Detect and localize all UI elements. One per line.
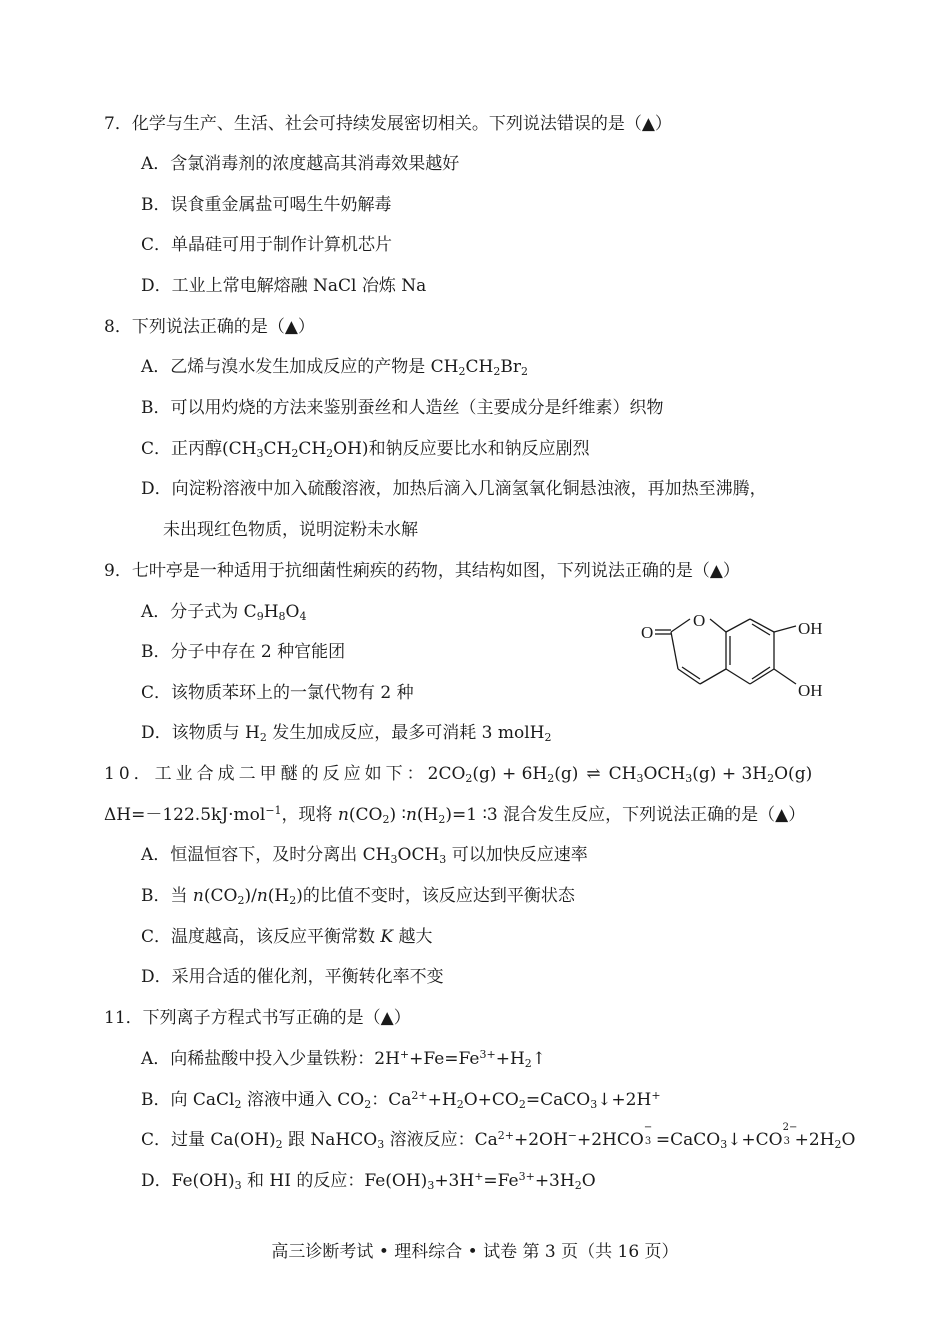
q7-option-b: B．误食重金属盐可喝生牛奶解毒 — [141, 195, 392, 215]
equilibrium-arrow-icon: ⇌ — [586, 764, 601, 784]
q8-option-d: D．向淀粉溶液中加入硫酸溶液，加热后滴入几滴氢氧化铜悬浊液，再加热至沸腾， — [141, 479, 767, 499]
q10-stem: 10．工业合成二甲醚的反应如下：$2CO_2(g) + 6H_2(g)$ ⇌ $CH_3OCH_3(g) + 3H_2O(g)$ — [104, 764, 813, 785]
q11-option-b: B．向 CaCl$_2$ 溶液中通入 $CO_2$：$Ca^{2+}+H_2O+CO_2=CaCO_3↓+2H^+$ — [141, 1089, 661, 1111]
q8-stem: 8．下列说法正确的是（▲） — [104, 317, 315, 337]
q10-stem-continued: ΔH=－122.5kJ·mol$^{-1}$，现将 $n(CO_2)$ $∶n(H_2)=1$ ∶3 混合发生反应，下列说法正确的是（▲） — [104, 804, 806, 826]
molecule-structure — [638, 612, 838, 698]
q8-option-b: B．可以用灼烧的方法来鉴别蚕丝和人造丝（主要成分是纤维素）织物 — [141, 398, 664, 418]
q11-option-a: A．向稀盐酸中投入少量铁粉：$2H^++Fe=Fe^{3+}+H_2↑$ — [141, 1048, 547, 1070]
q7-option-d: D．工业上常电解熔融 NaCl 冶炼 Na — [141, 276, 427, 296]
q7-option-c: C．单晶硅可用于制作计算机芯片 — [141, 235, 393, 255]
mol-hydroxyl-bottom: OH — [798, 681, 823, 698]
q9-option-a: A．分子式为 $C_9H_8O_4$ — [141, 602, 307, 623]
q10-option-c: C．温度越高，该反应平衡常数 K 越大 — [141, 927, 433, 947]
q10-option-d: D．采用合适的催化剂，平衡转化率不变 — [141, 967, 444, 987]
q11-option-d: D．$Fe(OH)_3$ 和 HI 的反应：$Fe(OH)_3+3H^+=Fe^{3+}+3H_2O$ — [141, 1170, 596, 1192]
mol-ring-oxygen: O — [693, 612, 706, 630]
q7-stem: 7．化学与生产、生活、社会可持续发展密切相关。下列说法错误的是（▲） — [104, 114, 672, 134]
q7-option-a: A．含氯消毒剂的浓度越高其消毒效果越好 — [141, 154, 460, 174]
q8-option-a: A．乙烯与溴水发生加成反应的产物是 $CH_2CH_2Br_2$ — [141, 357, 528, 378]
q8-option-c: C．正丙醇$(CH_3CH_2CH_2OH)$和钠反应要比水和钠反应剧烈 — [141, 439, 590, 460]
q10-option-b: B．当 $n(CO_2)/n(H_2)$的比值不变时，该反应达到平衡状态 — [141, 886, 575, 907]
mol-hydroxyl-top: OH — [798, 619, 823, 638]
q9-option-b: B．分子中存在 2 种官能团 — [141, 642, 346, 662]
q10-option-a: A．恒温恒容下，及时分离出 $CH_3OCH_3$ 可以加快反应速率 — [141, 845, 588, 866]
q9-option-d: D．该物质与 $H_2$ 发生加成反应，最多可消耗 3 molH$_2$ — [141, 723, 552, 744]
q8-option-d-continued: 未出现红色物质，说明淀粉未水解 — [163, 520, 418, 540]
q11-stem: 11．下列离子方程式书写正确的是（▲） — [104, 1008, 411, 1028]
q11-option-c: C．过量 $Ca(OH)_2$ 跟 NaHCO$_3$ 溶液反应：$Ca^{2+}+2OH^-+2HCO$ − 3 =CaCO$_3$↓+CO 2− 3 $+2H_2O$ — [141, 1122, 856, 1151]
q9-stem: 9．七叶亭是一种适用于抗细菌性痢疾的药物，其结构如图，下列说法正确的是（▲） — [104, 561, 740, 581]
q9-option-c: C．该物质苯环上的一氯代物有 2 种 — [141, 683, 414, 703]
page-footer: 高三诊断考试 • 理科综合 • 试卷 第 3 页（共 16 页） — [271, 1242, 679, 1262]
mol-carbonyl-oxygen: O — [641, 623, 654, 642]
